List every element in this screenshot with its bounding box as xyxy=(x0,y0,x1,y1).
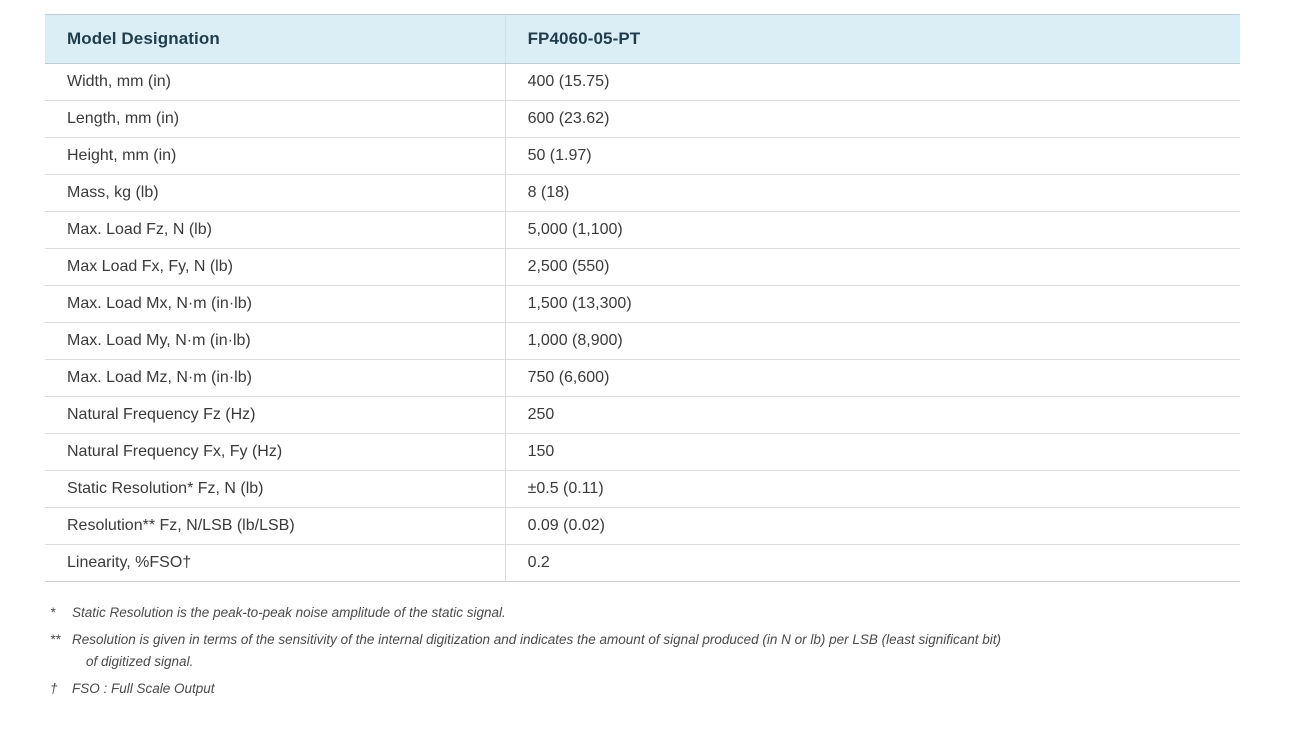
table-row xyxy=(45,212,1240,249)
footnote-text-line2: of digitized signal. xyxy=(86,653,194,669)
table-header-row xyxy=(45,15,1240,64)
table-row xyxy=(45,545,1240,582)
footnotes xyxy=(45,602,1240,699)
table-row xyxy=(45,323,1240,360)
row-label: Width, mm (in) xyxy=(45,64,505,101)
table-row xyxy=(45,175,1240,212)
row-value: 1,000 (8,900) xyxy=(505,323,1240,360)
footnote-text: Static Resolution is the peak-to-peak noise amplitude of the static signal. xyxy=(72,605,506,620)
row-value: 2,500 (550) xyxy=(505,249,1240,286)
row-value: 150 xyxy=(505,434,1240,471)
row-value: 600 (23.62) xyxy=(505,101,1240,138)
table-row xyxy=(45,286,1240,323)
row-label: Max. Load Mz, N·m (in·lb) xyxy=(45,360,505,397)
table-header xyxy=(45,15,1240,64)
footnote-item xyxy=(50,678,1240,700)
row-value: ±0.5 (0.11) xyxy=(505,471,1240,508)
table-row xyxy=(45,508,1240,545)
footnote-text: FSO : Full Scale Output xyxy=(72,680,215,696)
row-label: Linearity, %FSO† xyxy=(45,545,505,582)
footnote-item xyxy=(50,629,1240,673)
footnote-marker: * xyxy=(50,605,56,620)
row-label: Max. Load My, N·m (in·lb) xyxy=(45,323,505,360)
table-row xyxy=(45,434,1240,471)
footnote-text xyxy=(72,629,1240,673)
footnote-marker: ** xyxy=(50,631,61,647)
table-row xyxy=(45,249,1240,286)
row-label: Max. Load Fz, N (lb) xyxy=(45,212,505,249)
row-label: Length, mm (in) xyxy=(45,101,505,138)
header-cell-model-designation: Model Designation xyxy=(45,15,505,64)
row-label: Mass, kg (lb) xyxy=(45,175,505,212)
row-value: 0.09 (0.02) xyxy=(505,508,1240,545)
row-label: Max Load Fx, Fy, N (lb) xyxy=(45,249,505,286)
table-row xyxy=(45,64,1240,101)
table-row xyxy=(45,397,1240,434)
row-value: 8 (18) xyxy=(505,175,1240,212)
specification-table xyxy=(45,14,1240,582)
row-label: Static Resolution* Fz, N (lb) xyxy=(45,471,505,508)
row-label: Height, mm (in) xyxy=(45,138,505,175)
table-row xyxy=(45,360,1240,397)
row-value: 250 xyxy=(505,397,1240,434)
row-value: 400 (15.75) xyxy=(505,64,1240,101)
row-value: 1,500 (13,300) xyxy=(505,286,1240,323)
row-label: Natural Frequency Fx, Fy (Hz) xyxy=(45,434,505,471)
row-label: Max. Load Mx, N·m (in·lb) xyxy=(45,286,505,323)
table-row xyxy=(45,138,1240,175)
row-value: 50 (1.97) xyxy=(505,138,1240,175)
header-cell-model-value: FP4060-05-PT xyxy=(505,15,1240,64)
footnote-text-line1: Resolution is given in terms of the sensitivity of the internal digitization and indicates the amount of signal produced (in N or lb) per LSB (least significant bit) xyxy=(72,631,1001,647)
row-value: 5,000 (1,100) xyxy=(505,212,1240,249)
row-label: Resolution** Fz, N/LSB (lb/LSB) xyxy=(45,508,505,545)
table-body xyxy=(45,64,1240,582)
table-row xyxy=(45,471,1240,508)
footnote-marker: † xyxy=(50,680,58,696)
footnote-item xyxy=(50,602,1240,624)
row-value: 750 (6,600) xyxy=(505,360,1240,397)
table-row xyxy=(45,101,1240,138)
row-label: Natural Frequency Fz (Hz) xyxy=(45,397,505,434)
row-value: 0.2 xyxy=(505,545,1240,582)
